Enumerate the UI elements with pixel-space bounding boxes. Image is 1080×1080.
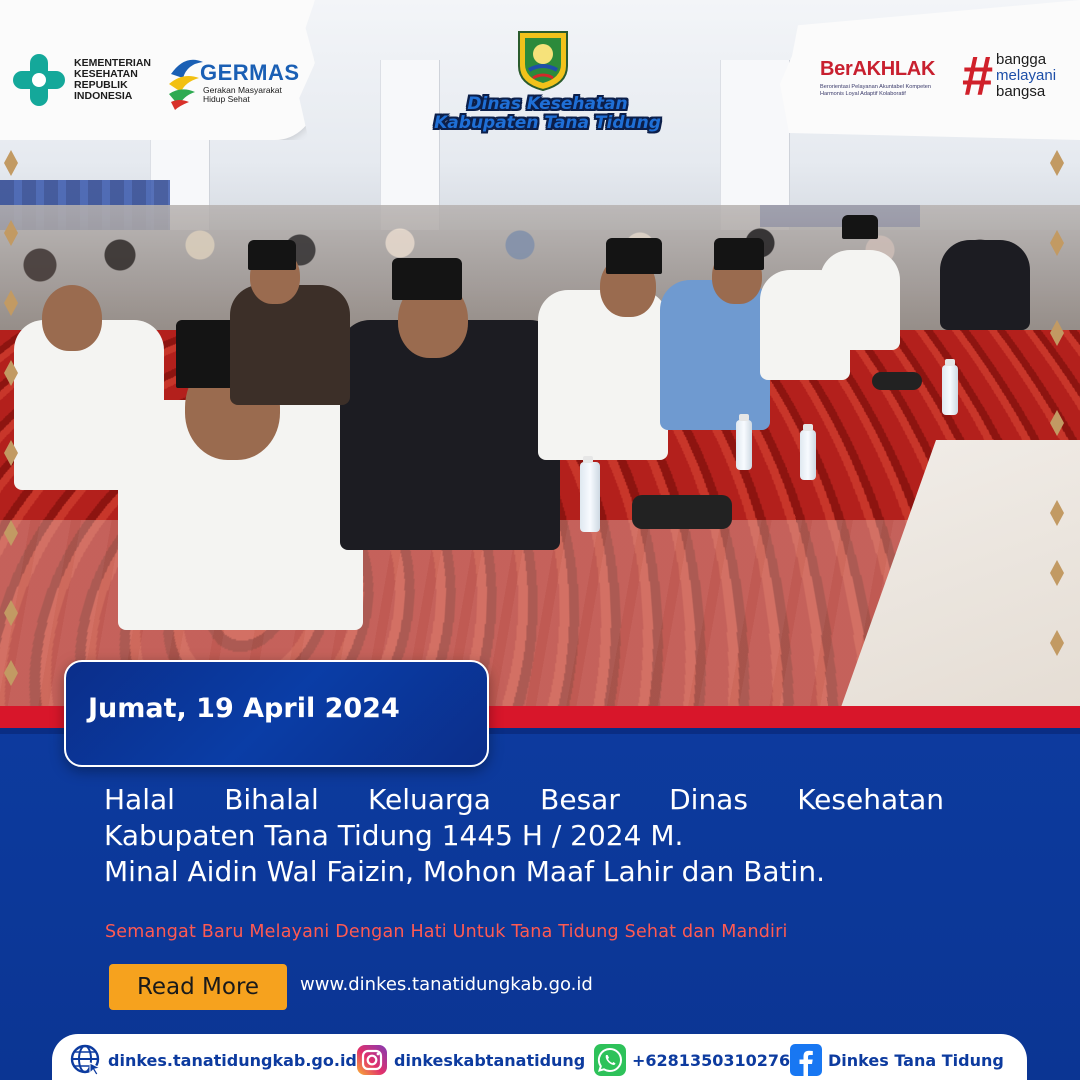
dinas-kesehatan-title (420, 95, 675, 133)
instagram-icon (356, 1044, 388, 1076)
snack-tray (872, 372, 922, 390)
footer-facebook[interactable] (790, 1044, 1004, 1076)
tana-tidung-emblem-icon (515, 26, 571, 92)
footer-instagram-text: dinkeskabtanatidung (394, 1050, 586, 1070)
kemenkes-icon (12, 52, 66, 108)
germas-title: GERMAS (200, 60, 300, 85)
hashtag-icon: # (962, 44, 994, 107)
footer-whatsapp-text: +6281350310276 (632, 1050, 791, 1070)
bangga-melayani-bangsa-logo (996, 52, 1056, 100)
footer-instagram[interactable] (356, 1044, 585, 1076)
berakhlak-title: BerAKHLAK (820, 58, 936, 80)
water-bottle (580, 462, 600, 532)
headline-line3: Minal Aidin Wal Faizin, Mohon Maaf Lahir dan Batin. (104, 855, 825, 888)
snack-tray (632, 495, 732, 529)
berakhlak-logo (820, 58, 965, 98)
berakhlak-values (820, 84, 965, 98)
website-link[interactable]: www.dinkes.tanatidungkab.go.id (300, 974, 593, 995)
footer-website[interactable] (70, 1044, 357, 1076)
germas-subtitle: Gerakan Masyarakat Hidup Sehat (203, 85, 282, 104)
facebook-icon (790, 1044, 822, 1076)
dinas-title-line2: Kabupaten Tana Tidung (434, 113, 661, 133)
footer-whatsapp[interactable] (594, 1044, 790, 1076)
globe-icon (70, 1044, 102, 1076)
post-headline (104, 782, 944, 890)
headline-line2: Kabupaten Tana Tidung 1445 H / 2024 M. (104, 819, 684, 852)
bangga-line2: melayani (996, 67, 1057, 84)
dinas-title-line1: Dinas Kesehatan (467, 94, 628, 114)
read-more-button[interactable]: Read More (109, 964, 287, 1010)
post-tagline: Semangat Baru Melayani Dengan Hati Untuk Tana Tidung Sehat dan Mandiri (105, 922, 788, 942)
footer-facebook-text: Dinkes Tana Tidung (828, 1050, 1004, 1070)
berakhlak-values-line1: Berorientasi Pelayanan Akuntabel Kompeten (820, 84, 932, 90)
germas-logo-group (165, 52, 300, 112)
footer-website-text: dinkes.tanatidungkab.go.id (108, 1050, 357, 1070)
kemenkes-logo-group (12, 52, 154, 108)
germas-icon (165, 54, 205, 110)
bangga-line3: bangsa (996, 83, 1046, 100)
event-date: Jumat, 19 April 2024 (88, 693, 400, 724)
water-bottle (736, 420, 752, 470)
bangga-line1: bangga (996, 51, 1047, 68)
berakhlak-values-line2: Harmonis Loyal Adaptif Kolaboratif (820, 91, 906, 97)
whatsapp-icon (594, 1044, 626, 1076)
kemenkes-text: KEMENTERIAN KESEHATAN REPUBLIK INDONESIA (74, 57, 152, 102)
headline-line1: Halal Bihalal Keluarga Besar Dinas Kesehatan (104, 783, 944, 816)
water-bottle (942, 365, 958, 415)
water-bottle (800, 430, 816, 480)
